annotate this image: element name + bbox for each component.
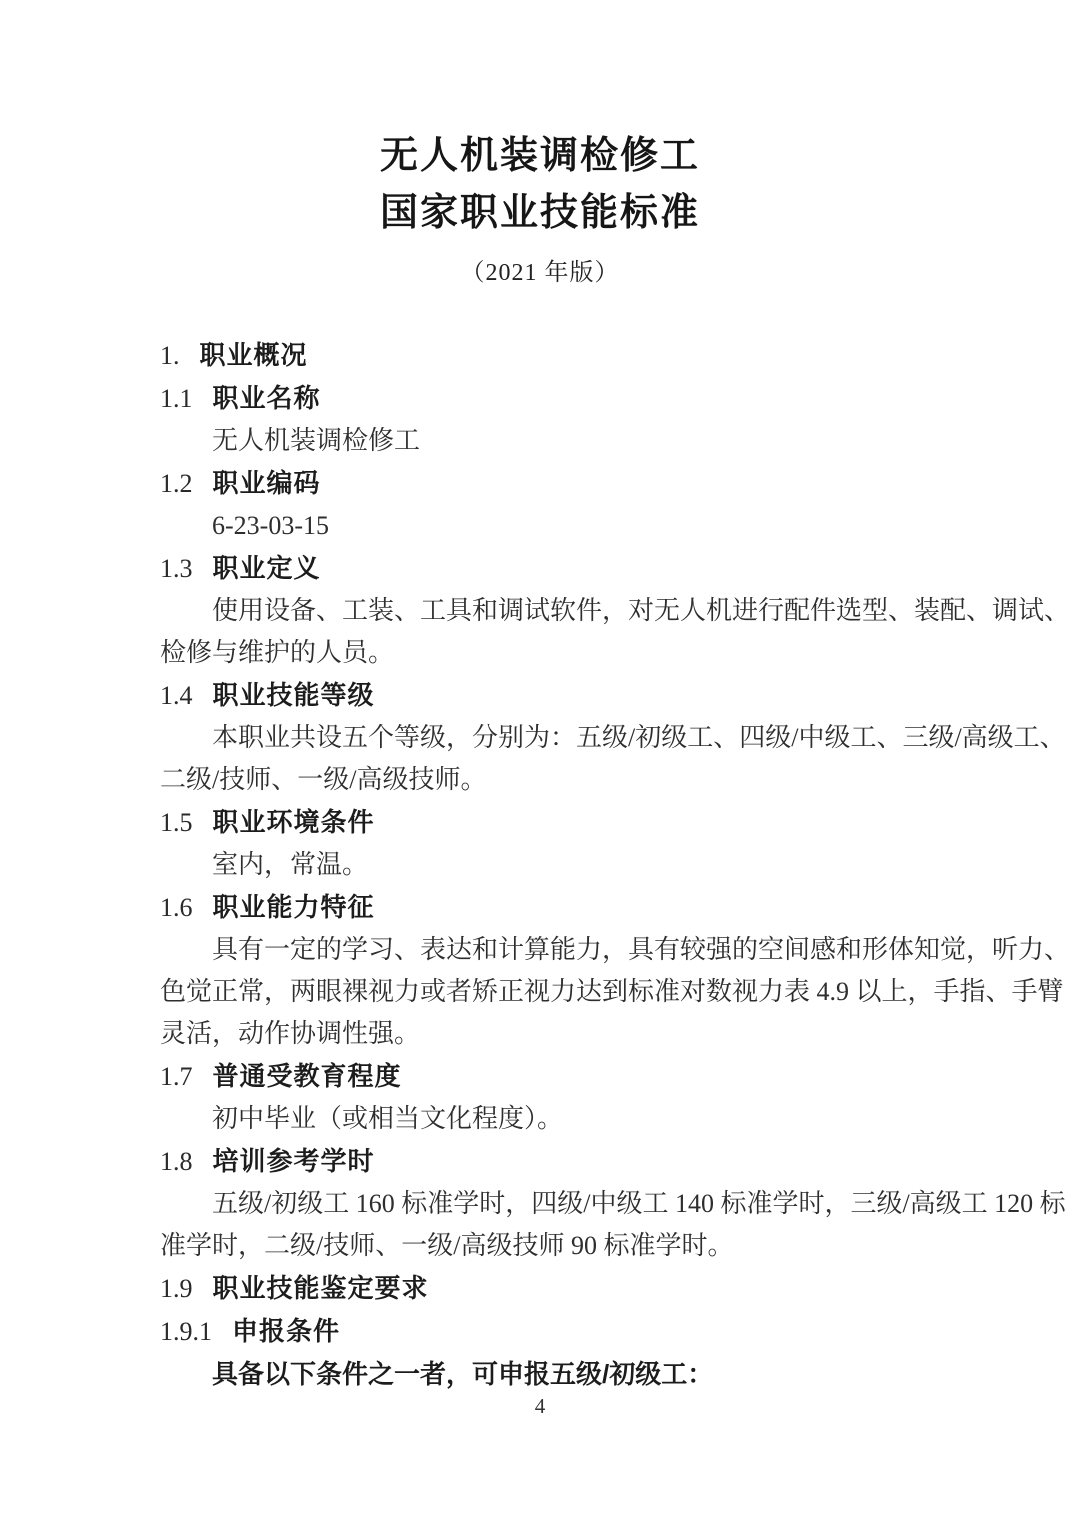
paragraph-ability-line-1: 具有一定的学习、表达和计算能力，具有较强的空间感和形体知觉，听力、	[212, 935, 1071, 964]
paragraph-skill-levels-line-2: 二级/技师、一级/高级技师。	[160, 765, 487, 794]
section-title: 申报条件	[232, 1316, 341, 1346]
section-number: 1.6	[160, 893, 193, 922]
section-title: 职业技能鉴定要求	[212, 1273, 429, 1303]
section-title: 职业环境条件	[212, 807, 375, 837]
section-number: 1.3	[160, 554, 193, 583]
page-number: 4	[534, 1394, 546, 1418]
section-heading-1-1	[160, 377, 915, 420]
paragraph-education: 初中毕业（或相当文化程度）。	[212, 1104, 564, 1133]
paragraph-definition-line-1: 使用设备、工装、工具和调试软件，对无人机进行配件选型、装配、调试、	[212, 596, 1071, 625]
document-title-block	[0, 0, 1080, 290]
paragraph-environment: 室内，常温。	[212, 850, 369, 879]
section-title: 职业能力特征	[212, 892, 375, 922]
section-heading-1-5	[160, 801, 915, 844]
paragraph-training-hours-line-2: 准学时，二级/技师、一级/高级技师 90 标准学时。	[160, 1231, 734, 1260]
paragraph-ability-line-3: 灵活，动作协调性强。	[160, 1019, 421, 1048]
paragraph-occupation-name: 无人机装调检修工	[212, 426, 421, 455]
document-edition: （2021 年版）	[460, 260, 620, 286]
section-title: 职业技能等级	[212, 680, 375, 710]
section-number: 1.5	[160, 808, 193, 837]
section-heading-1-9	[160, 1267, 915, 1310]
section-heading-1-2	[160, 462, 915, 505]
section-heading-1-4	[160, 674, 915, 717]
section-number: 1.8	[160, 1147, 193, 1176]
section-number: 1.4	[160, 681, 193, 710]
paragraph-ability-line-2: 色觉正常，两眼裸视力或者矫正视力达到标准对数视力表 4.9 以上，手指、手臂	[160, 977, 1064, 1006]
section-heading-1-9-1	[160, 1310, 915, 1353]
document-title-line-2: 国家职业技能标准	[379, 192, 700, 234]
document-title-line-1: 无人机装调检修工	[379, 135, 700, 177]
section-number: 1.	[160, 341, 180, 370]
section-heading-1-8	[160, 1140, 915, 1183]
section-title: 普通受教育程度	[212, 1061, 402, 1091]
section-title: 职业概况	[199, 340, 308, 370]
section-number: 1.9	[160, 1274, 193, 1303]
section-heading-1	[160, 334, 915, 377]
section-title: 职业名称	[212, 383, 321, 413]
section-title: 职业编码	[212, 468, 321, 498]
section-number: 1.7	[160, 1062, 193, 1091]
section-heading-1-7	[160, 1055, 915, 1098]
paragraph-application-conditions: 具备以下条件之一者，可申报五级/初级工：	[212, 1359, 714, 1389]
section-heading-1-6	[160, 886, 915, 929]
paragraph-definition-line-2: 检修与维护的人员。	[160, 638, 395, 667]
section-title: 职业定义	[212, 553, 321, 583]
section-number: 1.9.1	[160, 1317, 212, 1346]
document-body	[0, 334, 1080, 1395]
paragraph-skill-levels-line-1: 本职业共设五个等级，分别为：五级/初级工、四级/中级工、三级/高级工、	[212, 723, 1066, 752]
section-number: 1.1	[160, 384, 193, 413]
paragraph-occupation-code: 6-23-03-15	[212, 511, 329, 540]
paragraph-training-hours-line-1: 五级/初级工 160 标准学时，四级/中级工 140 标准学时，三级/高级工 120 标	[212, 1189, 1066, 1218]
section-heading-1-3	[160, 547, 915, 590]
section-number: 1.2	[160, 469, 193, 498]
section-title: 培训参考学时	[212, 1146, 375, 1176]
